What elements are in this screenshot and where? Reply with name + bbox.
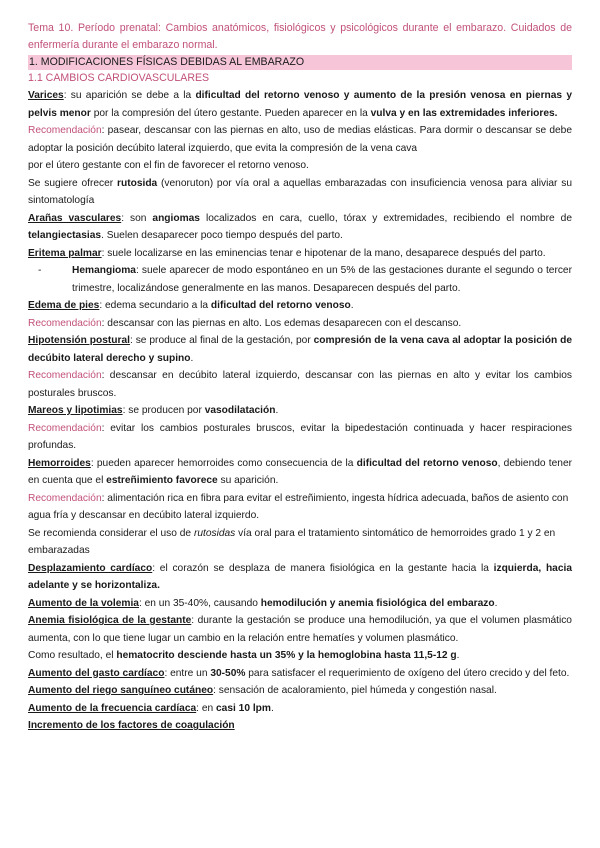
paragraph-hipotension: [28, 332, 572, 367]
text: : se produce al final de la gestación, por: [129, 335, 314, 346]
bold-text: casi 10 lpm: [216, 702, 271, 714]
paragraph-rutosida: [28, 175, 572, 210]
paragraph-gasto: [28, 665, 572, 683]
term-volemia: Aumento de la volemia: [28, 597, 139, 609]
recommendation-label: Recomendación: [28, 370, 102, 381]
section-heading-1: 1. MODIFICACIONES FÍSICAS DEBIDAS AL EMBARAZO: [28, 55, 572, 70]
term-desplazamiento: Desplazamiento cardíaco: [28, 562, 153, 574]
paragraph-rutosidas: [28, 525, 572, 560]
paragraph-volemia: [28, 595, 572, 613]
text: vía oral para el tratamiento sintomático de hemorroides grado 1 y 2 en embarazadas: [28, 527, 556, 556]
text: : en: [196, 702, 216, 714]
text: : suele aparecer de modo espontáneo en un 5% de las gestaciones durante el segundo o tercer trimestre, localizándose generalmente en las manos. Desaparecen después del parto.: [72, 265, 572, 294]
text: Se recomienda considerar el uso de: [28, 527, 194, 539]
paragraph-aranas: [28, 210, 572, 245]
bold-text: dificultad del retorno venoso: [356, 457, 498, 469]
text: . Suelen desaparecer poco tiempo después del parto.: [101, 230, 343, 241]
paragraph-recommendation-4: [28, 420, 572, 455]
text: : edema secundario a la: [99, 300, 211, 311]
paragraph-recommendation-5: [28, 490, 572, 525]
bold-text: dificultad del retorno venoso y aumento de la presión venosa en piernas y pelvis menor: [28, 90, 573, 119]
text: : son: [121, 212, 153, 224]
bold-text: angiomas: [152, 212, 200, 224]
bold-text: compresión de la vena cava al adoptar la posición de decúbito lateral derecho y supino: [28, 335, 572, 364]
paragraph-desplazamiento: [28, 560, 572, 595]
text: su aparición.: [217, 475, 279, 486]
recommendation-label: Recomendación: [28, 492, 102, 504]
text: : descansar en decúbito lateral izquierdo, descansar con las piernas en alto y evitar los cambios posturales bruscos.: [28, 370, 572, 399]
text: : entre un: [164, 667, 211, 679]
term-eritema: Eritema palmar: [28, 247, 102, 259]
paragraph-recommendation-1-cont: por el útero gestante con el fin de favorecer el retorno venoso.: [28, 160, 309, 171]
paragraph-hemorroides: [28, 455, 572, 490]
bold-text: Hemangioma: [72, 265, 136, 276]
term-aranas: Arañas vasculares: [28, 212, 122, 224]
text: : el corazón se desplaza de manera fisiológica en la gestante hacia la: [152, 562, 494, 574]
paragraph-riego: [28, 682, 572, 700]
paragraph-varices: [28, 87, 572, 122]
italic-text: rutosidas: [193, 527, 236, 539]
paragraph-frecuencia: [28, 700, 572, 718]
bold-text: dificultad del retorno venoso: [210, 300, 351, 311]
bold-text: rutosida: [117, 177, 158, 189]
bold-text: hemodilución y anemia fisiológica del embarazo: [260, 597, 495, 609]
paragraph-anemia: [28, 612, 572, 647]
paragraph-anemia-cont: [28, 647, 572, 665]
paragraph-recommendation-1: [28, 122, 572, 157]
text: .: [456, 650, 460, 661]
text: Se sugiere ofrecer: [28, 177, 118, 189]
text: .: [350, 300, 354, 311]
recommendation-label: Recomendación: [28, 317, 102, 329]
text: : suele localizarse en las eminencias tenar e hipotenar de la mano, desaparece después del parto.: [101, 247, 546, 259]
term-gasto: Aumento del gasto cardíaco: [28, 667, 165, 679]
text: por la compresión del útero gestante. Pueden aparecer en la: [90, 107, 371, 119]
section-heading-1-1: 1.1 CAMBIOS CARDIOVASCULARES: [28, 72, 210, 84]
recommendation-label: Recomendación: [28, 422, 102, 434]
text: : pasear, descansar con las piernas en alto, uso de medias elásticas. Para dormir o descansar se debe adoptar la posición decúbito lateral izquierdo, que evita la compresión de la vena cava: [28, 125, 572, 154]
bold-text: estreñimiento favorece: [106, 475, 218, 486]
term-varices: Varices: [28, 90, 64, 101]
text: : durante la gestación se produce una hemodilución, ya que el volumen plasmático aumenta, con lo que tiene lugar un cambio en la relación entre hematíes y volumen plasmático.: [28, 615, 572, 644]
list-item-hemangioma: [28, 262, 572, 297]
text: : su aparición se debe a la: [63, 90, 196, 101]
paragraph-eritema: [28, 245, 572, 263]
paragraph-edema: [28, 297, 572, 315]
list-item-text: [58, 262, 572, 297]
paragraph-recommendation-3: [28, 367, 572, 402]
recommendation-label: Recomendación: [28, 125, 102, 136]
text: .: [190, 352, 194, 364]
text: localizados en cara, cuello, tórax y extremidades, recibiendo el nombre de: [199, 212, 572, 224]
text: .: [494, 597, 498, 609]
term-hemorroides: Hemorroides: [28, 457, 91, 469]
term-mareos: Mareos y lipotimias: [28, 405, 123, 416]
text: .: [275, 405, 279, 416]
text: , debiendo tener en cuenta que el: [28, 457, 573, 486]
term-anemia: Anemia fisiológica de la gestante: [28, 615, 192, 626]
term-riego: Aumento del riego sanguíneo cutáneo: [28, 685, 214, 696]
text: : pueden aparecer hemorroides como consecuencia de la: [90, 457, 357, 469]
text: : se producen por: [122, 405, 205, 416]
bold-text: izquierda, hacia adelante y se horizontaliza.: [28, 562, 572, 591]
text: : alimentación rica en fibra para evitar el estreñimiento, ingesta hídrica adecuada, baños de asiento con agua fría y descansar en decúbito lateral izquierdo.: [28, 492, 569, 521]
text: (venoruton) por vía oral a aquellas embarazadas con insuficiencia venosa para aliviar su sintomatología: [28, 177, 572, 206]
text: Como resultado, el: [28, 650, 117, 661]
term-coagulacion: Incremento de los factores de coagulación: [28, 720, 235, 731]
document-title: Tema 10. Período prenatal: Cambios anatómicos, fisiológicos y psicológicos durante el embarazo. Cuidados de enfermería durante el embarazo normal.: [28, 22, 572, 51]
paragraph-mareos: [28, 402, 572, 420]
text: : evitar los cambios posturales bruscos, evitar la bipedestación continuada y hacer respiraciones profundas.: [28, 422, 572, 451]
text: : en un 35-40%, causando: [138, 597, 261, 609]
paragraph-recommendation-2: [28, 315, 572, 333]
text: : sensación de acaloramiento, piel húmeda y congestión nasal.: [213, 685, 497, 696]
paragraph-coagulacion: [28, 717, 572, 735]
bold-text: 30-50%: [210, 667, 246, 679]
term-hipotension: Hipotensión postural: [28, 335, 130, 346]
term-edema: Edema de pies: [28, 300, 100, 311]
bold-text: vasodilatación: [204, 405, 276, 416]
list-bullet: -: [38, 265, 42, 276]
text: : descansar con las piernas en alto. Los edemas desaparecen con el descanso.: [101, 317, 462, 329]
text: para satisfacer el requerimiento de oxígeno del útero crecido y del feto.: [245, 667, 570, 679]
text: .: [270, 702, 274, 714]
bold-text: vulva y en las extremidades inferiores.: [370, 107, 558, 119]
bold-text: telangiectasias: [28, 230, 102, 241]
bold-text: hematocrito desciende hasta un 35% y la hemoglobina hasta 11,5-12 g: [116, 650, 457, 661]
term-frecuencia: Aumento de la frecuencia cardíaca: [28, 702, 197, 714]
